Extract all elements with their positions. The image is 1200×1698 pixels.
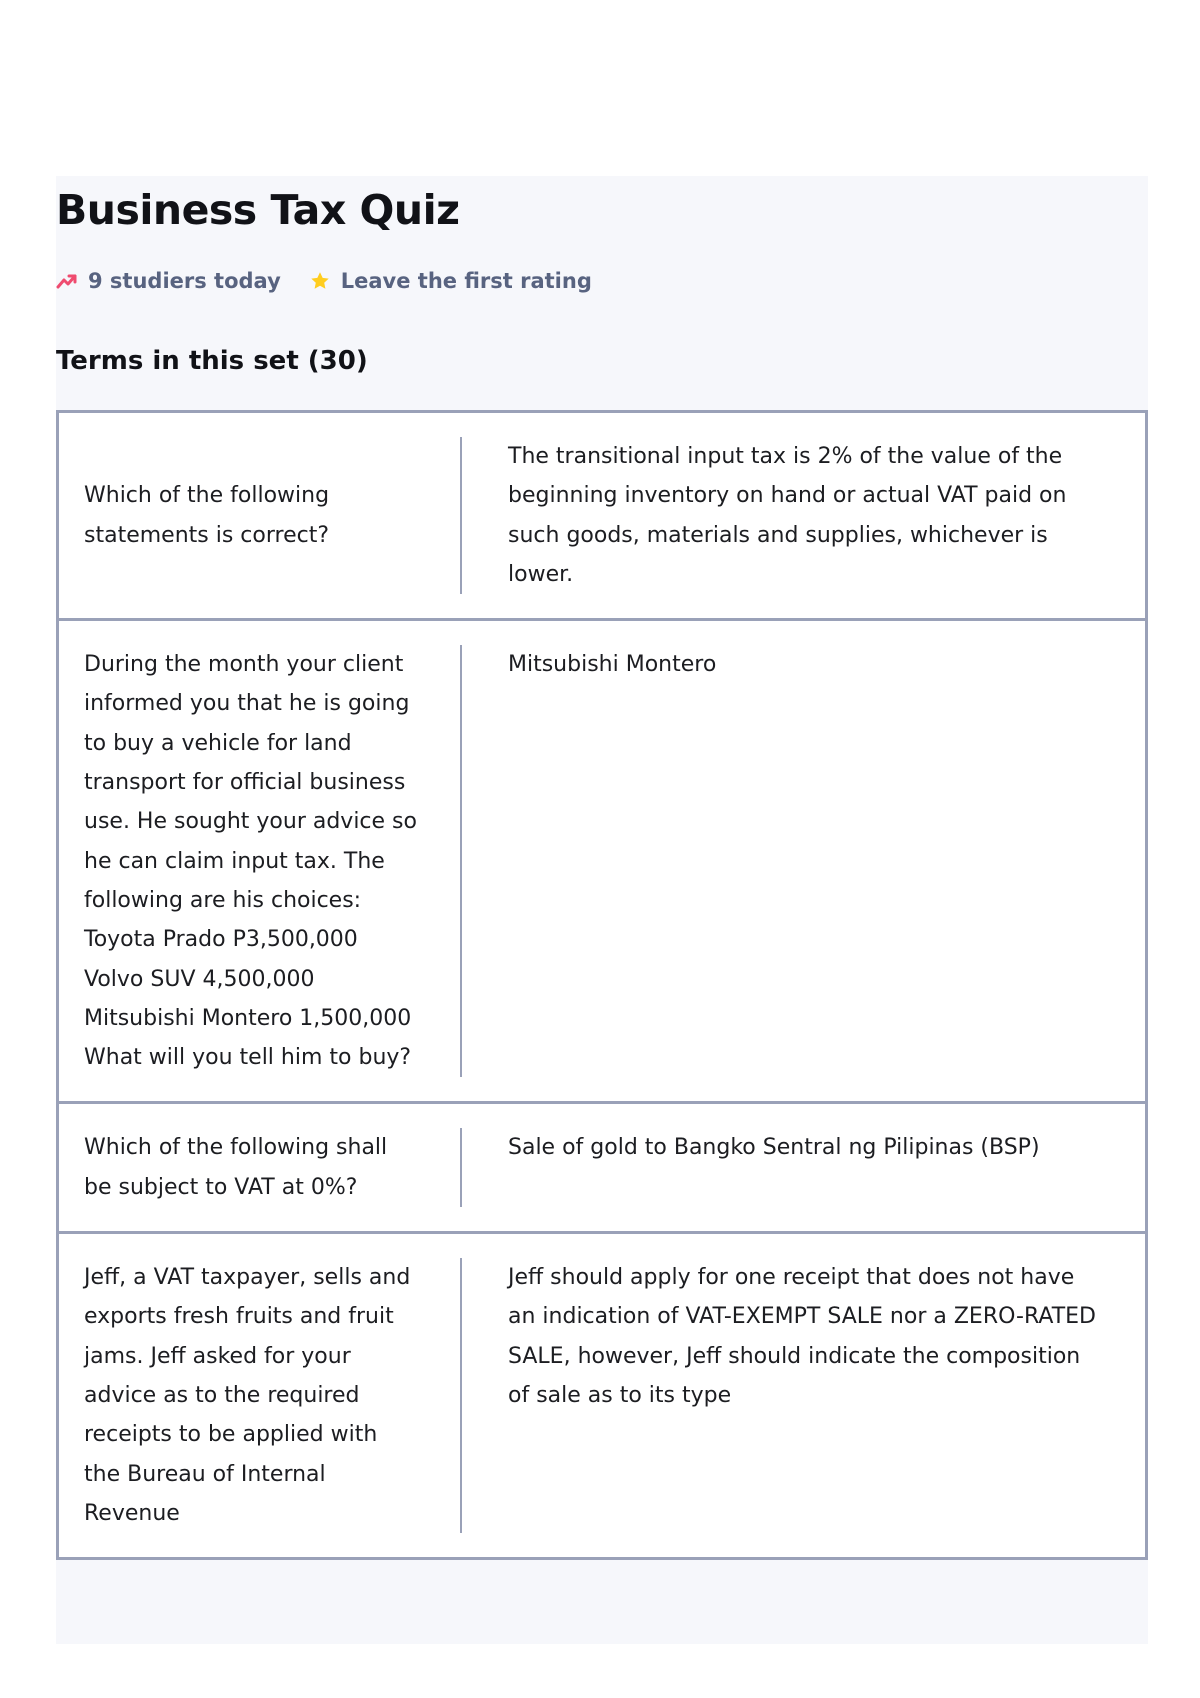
definition-text: Mitsubishi Montero: [508, 652, 717, 678]
term-side: [84, 437, 462, 594]
term-side: [84, 1258, 462, 1533]
definition-text: Sale of gold to Bangko Sentral ng Pilipinas (BSP): [508, 1135, 1040, 1161]
term-card: [56, 1104, 1148, 1234]
definition-text: The transitional input tax is 2% of the value of the beginning inventory on hand or actual VAT paid on such goods, materials and supplies, whichever is lower.: [508, 444, 1067, 587]
definition-side: [462, 1128, 1145, 1207]
definition-side: [462, 437, 1145, 594]
set-page-panel: [56, 176, 1148, 1644]
star-icon: [309, 270, 331, 292]
term-card: [56, 1234, 1148, 1560]
term-card: [56, 621, 1148, 1104]
term-text: During the month your client informed you that he is going to buy a vehicle for land transport for official business use. He sought your advice so he can claim input tax. The following are his choices: Toyota Prado P3,500,000 Volvo SUV 4,500,000 Mitsubishi Montero 1,500,000 What will you tell him to buy?: [84, 652, 417, 1071]
term-text: Which of the following statements is correct?: [84, 483, 330, 548]
studiers-stat: [56, 269, 281, 293]
terms-heading: Terms in this set (30): [56, 346, 368, 376]
definition-side: [462, 1258, 1145, 1533]
rating-link[interactable]: [309, 269, 592, 293]
term-text: Which of the following shall be subject to VAT at 0%?: [84, 1135, 388, 1200]
term-text: Jeff, a VAT taxpayer, sells and exports fresh fruits and fruit jams. Jeff asked for your advice as to the required receipts to be applied with the Bureau of Internal Revenue: [84, 1265, 411, 1526]
term-side: [84, 645, 462, 1077]
trending-up-icon: [56, 273, 78, 289]
page-title: Business Tax Quiz: [56, 186, 460, 234]
set-stats: [56, 266, 592, 296]
term-card: [56, 410, 1148, 621]
rating-label[interactable]: Leave the first rating: [340, 269, 592, 293]
studiers-count: 9 studiers today: [88, 269, 281, 293]
definition-text: Jeff should apply for one receipt that does not have an indication of VAT-EXEMPT SALE nor a ZERO-RATED SALE, however, Jeff should indicate the composition of sale as to its type: [508, 1265, 1096, 1408]
terms-list: [56, 410, 1148, 1560]
definition-side: [462, 645, 1145, 1077]
term-side: [84, 1128, 462, 1207]
